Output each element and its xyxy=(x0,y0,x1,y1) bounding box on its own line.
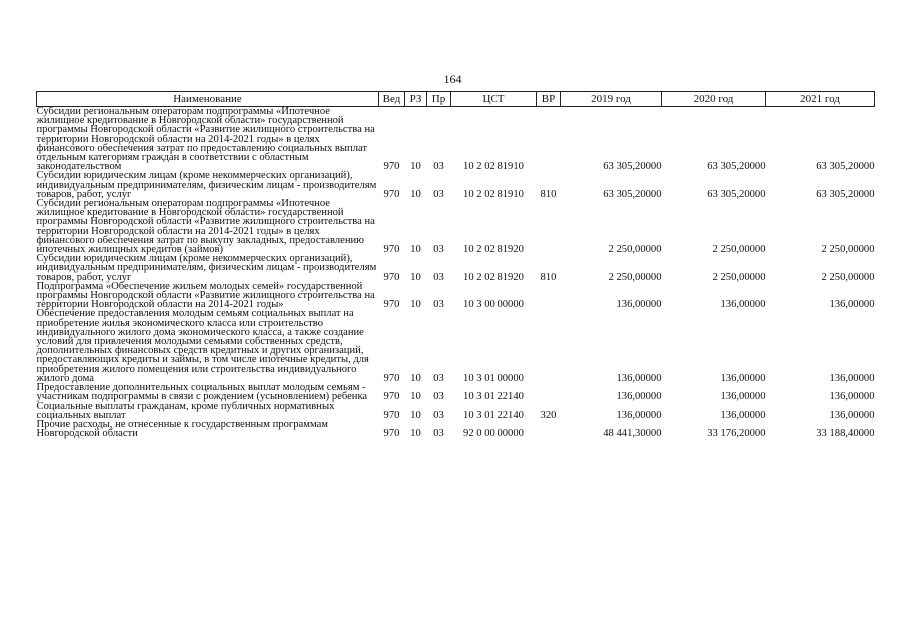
header-vr: ВР xyxy=(537,92,561,107)
header-name: Наименование xyxy=(37,92,379,107)
row-name: Подпрограмма «Обеспечение жильем молодых семей» государственной программы Новгородской области «Развитие жилищного строительства на территории Новгородской области на 2014-2021 годы» xyxy=(36,280,375,311)
row-rz: 10 xyxy=(410,428,421,440)
row-name: Субсидии юридическим лицам (кроме некоммерческих организаций), индивидуальным предпринимателям, физическим лицам - производителям товаров, работ, услуг xyxy=(36,170,377,200)
row-ved: 970 xyxy=(383,244,400,256)
row-cst: 10 3 01 00000 xyxy=(463,372,524,384)
table-header xyxy=(37,92,875,107)
row-2019: 63 305,20000 xyxy=(603,188,662,200)
header-2021: 2021 год xyxy=(766,92,875,107)
row-vr xyxy=(537,282,561,310)
row-rz: 10 xyxy=(410,161,421,173)
row-name: Субсидии региональным операторам подпрограммы «Ипотечное жилищное кредитование в Новгородской области» государственной программы Новгородской области «Развитие жилищного строительства на территории Новгородской области на 2014-2021 годы» в целях финансового обеспечения затрат по предоставлению социальных выплат отдельным категориям граждан в соответствии с областным законодательством xyxy=(36,106,375,173)
row-2019: 2 250,00000 xyxy=(608,271,662,283)
row-2021: 63 305,20000 xyxy=(816,188,875,200)
row-ved: 970 xyxy=(383,299,400,311)
table-row xyxy=(37,383,875,401)
row-name: Субсидии региональным операторам подпрограммы «Ипотечное жилищное кредитование в Новгородской области» государственной программы Новгородской области «Развитие жилищного строительства на территории Новгородской области на 2014-2021 годы» в целях финансового обеспечения затрат по выкупу закладных, предоставлению ипотечных жилищных кредитов (займов) xyxy=(36,198,375,256)
row-cst: 10 3 00 00000 xyxy=(463,299,524,311)
table-row xyxy=(37,254,875,282)
row-cst: 10 3 01 22140 xyxy=(463,391,524,403)
header-ved: Вед xyxy=(379,92,405,107)
header-cst: ЦСТ xyxy=(451,92,537,107)
header-2019: 2019 год xyxy=(561,92,662,107)
row-rz: 10 xyxy=(410,391,421,403)
table-row xyxy=(37,107,875,172)
table-row xyxy=(37,420,875,438)
row-2020: 2 250,00000 xyxy=(712,271,766,283)
row-vr xyxy=(537,199,561,254)
row-2020: 33 176,20000 xyxy=(707,428,766,440)
header-pr: Пр xyxy=(427,92,451,107)
row-2020: 136,00000 xyxy=(720,372,766,384)
row-pr: 03 xyxy=(433,409,444,421)
row-pr: 03 xyxy=(433,372,444,384)
row-2019: 136,00000 xyxy=(616,299,662,311)
row-cst: 10 2 02 81920 xyxy=(463,271,524,283)
table-row xyxy=(37,282,875,310)
row-2021: 136,00000 xyxy=(829,372,875,384)
row-pr: 03 xyxy=(433,428,444,440)
row-pr: 03 xyxy=(433,391,444,403)
row-2020: 63 305,20000 xyxy=(707,161,766,173)
row-rz: 10 xyxy=(410,244,421,256)
row-cst: 10 2 02 81920 xyxy=(463,244,524,256)
row-vr xyxy=(537,309,561,383)
row-rz: 10 xyxy=(410,271,421,283)
row-ved: 970 xyxy=(383,391,400,403)
row-cst: 10 2 02 81910 xyxy=(463,161,524,173)
header-rz: РЗ xyxy=(405,92,427,107)
row-pr: 03 xyxy=(433,161,444,173)
row-name: Обеспечение предоставления молодым семьям социальных выплат на приобретение жилья экономического класса или строительство индивидуального жилого дома экономического класса, а также создание условий для привлечения молодыми семьями собственных средств, дополнительных финансовых средств кредитных и других организаций, предоставляющих кредиты и займы, в том числе ипотечные кредиты, для приобретения жилого помещения или строительства индивидуального жилого дома xyxy=(36,308,369,384)
header-2020: 2020 год xyxy=(662,92,766,107)
row-2020: 63 305,20000 xyxy=(707,188,766,200)
row-cst: 10 2 02 81910 xyxy=(463,188,524,200)
row-ved: 970 xyxy=(383,271,400,283)
row-2020: 136,00000 xyxy=(720,409,766,421)
table-row xyxy=(37,402,875,420)
row-cst: 92 0 00 00000 xyxy=(463,428,524,440)
row-2020: 2 250,00000 xyxy=(712,244,766,256)
row-2021: 33 188,40000 xyxy=(816,428,875,440)
row-rz: 10 xyxy=(410,188,421,200)
row-2021: 2 250,00000 xyxy=(821,271,875,283)
row-2019: 136,00000 xyxy=(616,372,662,384)
row-name: Субсидии юридическим лицам (кроме некоммерческих организаций), индивидуальным предпринимателям, физическим лицам - производителям товаров, работ, услуг xyxy=(36,253,377,283)
table-row xyxy=(37,171,875,199)
row-ved: 970 xyxy=(383,372,400,384)
row-2019: 48 441,30000 xyxy=(603,428,662,440)
row-rz: 10 xyxy=(410,299,421,311)
row-cst: 10 3 01 22140 xyxy=(463,409,524,421)
row-vr xyxy=(537,383,561,401)
row-ved: 970 xyxy=(383,409,400,421)
row-vr xyxy=(537,420,561,438)
budget-table xyxy=(36,91,875,438)
table-body xyxy=(37,107,875,439)
row-2019: 63 305,20000 xyxy=(603,161,662,173)
row-vr: 320 xyxy=(540,409,557,421)
row-name: Социальные выплаты гражданам, кроме публичных нормативных социальных выплат xyxy=(36,400,335,421)
row-2020: 136,00000 xyxy=(720,299,766,311)
row-vr: 810 xyxy=(540,271,557,283)
table-row xyxy=(37,309,875,383)
row-2021: 63 305,20000 xyxy=(816,161,875,173)
row-2021: 136,00000 xyxy=(829,391,875,403)
row-2021: 136,00000 xyxy=(829,299,875,311)
row-2020: 136,00000 xyxy=(720,391,766,403)
page-number: 164 xyxy=(443,72,462,86)
table-row xyxy=(37,199,875,254)
row-2019: 136,00000 xyxy=(616,409,662,421)
row-ved: 970 xyxy=(383,161,400,173)
row-pr: 03 xyxy=(433,188,444,200)
row-ved: 970 xyxy=(383,428,400,440)
row-2021: 136,00000 xyxy=(829,409,875,421)
row-pr: 03 xyxy=(433,299,444,311)
row-name: Прочие расходы, не отнесенные к государственным программам Новгородской области xyxy=(36,418,328,440)
row-vr xyxy=(537,107,561,172)
row-rz: 10 xyxy=(410,409,421,421)
row-rz: 10 xyxy=(410,372,421,384)
row-2019: 2 250,00000 xyxy=(608,244,662,256)
row-pr: 03 xyxy=(433,244,444,256)
row-name: Предоставление дополнительных социальных выплат молодым семьям - участникам подпрограммы в связи с рождением (усыновлением) ребенка xyxy=(36,382,368,403)
row-2021: 2 250,00000 xyxy=(821,244,875,256)
row-2019: 136,00000 xyxy=(616,391,662,403)
row-ved: 970 xyxy=(383,188,400,200)
row-vr: 810 xyxy=(540,188,557,200)
row-pr: 03 xyxy=(433,271,444,283)
